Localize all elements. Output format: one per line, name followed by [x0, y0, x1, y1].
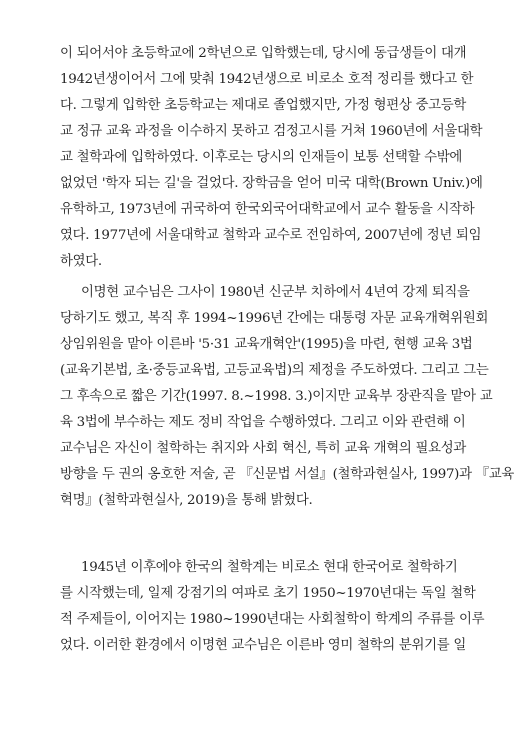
paragraph-3-line: 1945년 이후에야 한국의 철학계는 비로소 현대 한국어로 철학하기: [81, 560, 458, 575]
paragraph-2-line: 그 후속으로 짧은 기간(1997. 8.~1998. 3.)이지만 교육부 장관직을 맡아 교: [60, 389, 493, 404]
paragraph-1-line: 없었던 '학자 되는 길'을 걸었다. 장학금을 얻어 미국 대학(Brown Univ.)에: [60, 176, 483, 191]
paragraph-1-line: 이 되어서야 초등학교에 2학년으로 입학했는데, 당시에 동급생들이 대개: [60, 46, 467, 61]
paragraph-2-line: 방향을 두 권의 옹호한 저술, 곧 『신문법 서설』(철학과현실사, 1997)과 『교육: [60, 467, 514, 482]
paragraph-1-line: 였다. 1977년에 서울대학교 철학과 교수로 전임하여, 2007년에 정년 퇴임: [60, 228, 482, 243]
paragraph-1-line: 유학하고, 1973년에 귀국하여 한국외국어대학교에서 교수 활동을 시작하: [60, 202, 475, 217]
paragraph-2-line: 혁명』(철학과현실사, 2019)을 통해 밝혔다.: [60, 493, 313, 508]
paragraph-2-line: (교육기본법, 초·중등교육법, 고등교육법)의 제정을 주도하였다. 그리고 그는: [60, 363, 489, 378]
paragraph-1-line: 다. 그렇게 입학한 초등학교는 제대로 졸업했지만, 가정 형편상 중고등학: [60, 98, 466, 113]
paragraph-2-line: 육 3법에 부수하는 제도 정비 작업을 수행하였다. 그리고 이와 관련해 이: [60, 415, 466, 430]
paragraph-2-line: 이명현 교수님은 그사이 1980년 신군부 치하에서 4년여 강제 퇴직을: [81, 285, 470, 300]
paragraph-3-line: 를 시작했는데, 일제 강점기의 여파로 초기 1950~1970년대는 독일 철학: [60, 586, 476, 601]
paragraph-1-line: 교 철학과에 입학하였다. 이후로는 당시의 인재들이 보통 선택할 수밖에: [60, 150, 463, 165]
paragraph-2-line: 교수님은 자신이 철학하는 취지와 사회 혁신, 특히 교육 개혁의 필요성과: [60, 441, 466, 456]
paragraph-1-line: 하였다.: [60, 254, 102, 269]
paragraph-1-line: 교 정규 교육 과정을 이수하지 못하고 검정고시를 거쳐 1960년에 서울대학: [60, 124, 483, 139]
paragraph-2-line: 상임위원을 맡아 이른바 '5·31 교육개혁안'(1995)을 마련, 현행 교육 3법: [60, 337, 473, 352]
paragraph-3-line: 었다. 이러한 환경에서 이명현 교수님은 이른바 영미 철학의 분위기를 일: [60, 638, 466, 653]
paragraph-1-line: 1942년생이어서 그에 맞춰 1942년생으로 비로소 호적 정리를 했다고 한: [60, 72, 474, 87]
paragraph-2-line: 당하기도 했고, 복직 후 1994~1996년 간에는 대통령 자문 교육개혁위원회: [60, 311, 489, 326]
paragraph-3-line: 적 주제들이, 이어지는 1980~1990년대는 사회철학이 학계의 주류를 이루: [60, 612, 485, 627]
